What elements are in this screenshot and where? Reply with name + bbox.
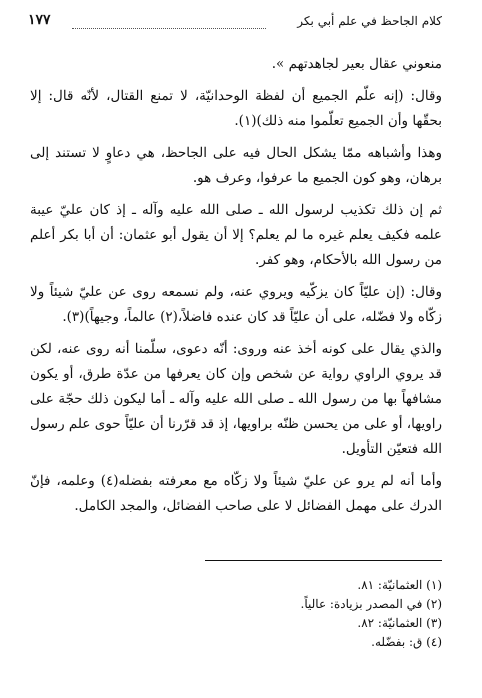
paragraph-2: وقال: (إنه علّم الجميع أن لفظة الوحدانيّة، لا تمنع القتال، لأنّه قال: إلا بحقّها وأن الجميع تعلّموا منه ذلك)(١).	[30, 88, 442, 129]
paragraph-7: وأما أنه لم يرو عن عليّ شيئاً ولا زكّاه مع معرفته بفضله(٤) وعلمه، فإنّ الدرك على مهمل الفضائل لا على صاحب الفضائل، والمجد الكامل.	[30, 473, 443, 514]
footnotes	[150, 576, 442, 652]
paragraph-5: وقال: (إن عليّاً كان يزكّيه ويروي عنه، ولم نسمعه روى عن عليّ شيئاً ولا زكّاه ولا فضّله، على أن عليّاً قد كان عنده فاضلاً،(٢) عالماً، وجيهاً)(٣).	[30, 284, 442, 325]
page-number: ١٧٧	[28, 12, 51, 28]
footnote-1: (١) العثمانيّة: ٨١.	[357, 578, 442, 592]
running-title: كلام الجاحظ في علم أبي بكر	[297, 14, 442, 28]
paragraph-3: وهذا وأشباهه ممّا يشكل الحال فيه على الجاحظ، هي دعاوٍ لا تستند إلى برهان، وهو كون الجميع ما عرفوا، وعرف هو.	[30, 145, 442, 186]
footnote-2: (٢) في المصدر بزيادة: عالياً.	[300, 597, 442, 611]
header-dotted-leader	[72, 28, 266, 29]
paragraph-6: والذي يقال على كونه أخذ عنه وروى: أنّه دعوى، سلّمنا أنه روى عنه، لكن قد يروي الراوي رواية عن شخص وإن كان يعرفها من عدّة طرق، أو يكون مشافهاً بها من رسول الله ـ صلى الله عليه وآله ـ أما ليكون ذلك حجّة على راويها، أو على من يحسن ظنّه براويها، إذ قد قرّرنا أن عليّاً حوى علم رسول الله فتعيّن التأويل.	[30, 341, 442, 457]
footnote-separator	[205, 560, 442, 561]
footnote-3: (٣) العثمانيّة: ٨٢.	[357, 616, 442, 630]
running-header	[28, 10, 442, 36]
paragraph-4: ثم إن ذلك تكذيب لرسول الله ـ صلى الله عليه وآله ـ إذ كان عليّ عيبة علمه فكيف يعلم غيره ما لم يعلم؟ إلا أن يقول أبو عثمان: أن أبا بكر أعلم من رسول الله بالأحكام، وهو كفر.	[30, 202, 442, 268]
main-text	[30, 52, 442, 526]
paragraph-1: منعوني عقال بعير لجاهدتهم ».	[271, 56, 442, 72]
footnote-4: (٤) ق: بفضّله.	[371, 635, 442, 649]
